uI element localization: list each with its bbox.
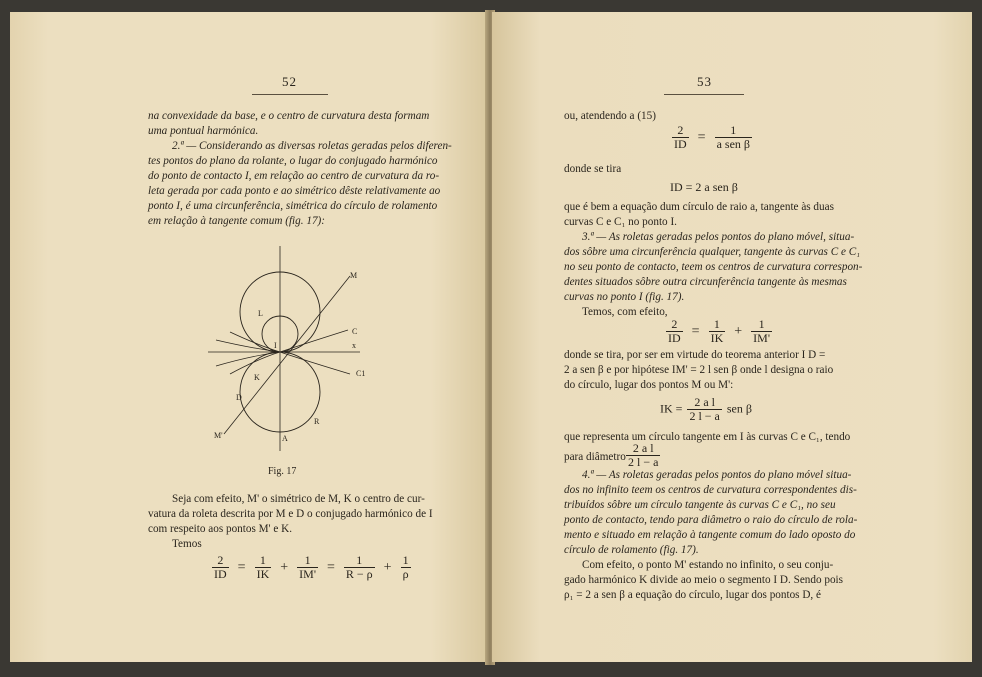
figure-17 — [200, 236, 400, 456]
header-rule — [664, 94, 744, 95]
figure-caption: Fig. 17 — [268, 466, 297, 477]
equation-4: IK = $\frac{\text{2 a l}}{2 l - a}$ sen β — [660, 395, 752, 423]
text-line: ponto I, é uma circunferência, simétrica do círculo de rolamento — [148, 200, 438, 212]
text-line: uma pontual harmónica. — [148, 125, 259, 137]
left-page — [10, 12, 488, 662]
label-d: D — [236, 393, 242, 402]
text-line: tribuídos sôbre um círculo tangente às curvas C e C₁, no seu — [564, 499, 836, 511]
page-number: 52 — [282, 74, 297, 89]
text-line: 2.ª — Considerando as diversas roletas geradas pelos diferen- — [172, 140, 452, 152]
label-c: C — [352, 327, 358, 336]
text-line: Temos, com efeito, — [582, 306, 668, 318]
label-m-prime: M' — [214, 431, 223, 440]
text-line: do círculo, lugar dos pontos M ou M': — [564, 379, 734, 391]
right-page — [492, 12, 972, 662]
text-line: dos no infinito teem os centros de curvatura correspondentes dis- — [564, 484, 857, 496]
text-line: ρ₁ = 2 a sen β a equação do círculo, lugar dos pontos D, é — [564, 589, 821, 601]
curve-c — [230, 330, 348, 352]
text-line: do ponto de contacto I, em relação ao centro de curvatura da ro- — [148, 170, 440, 182]
label-c1: C1 — [356, 369, 366, 378]
text-line: no seu ponto de contacto, teem os centros de curvatura correspon- — [564, 261, 863, 273]
label-r: R — [314, 417, 320, 426]
text-line: 2 a sen β e por hipótese IM' = 2 l sen β onde l designa o raio — [564, 364, 834, 376]
text-line: círculo de rolamento (fig. 17). — [564, 544, 699, 556]
text-line: que é bem a equação dum círculo de raio a, tangente às duas — [564, 201, 834, 213]
text-line: 4.ª — As roletas geradas pelos pontos do plano móvel situa- — [582, 469, 852, 481]
label-a: A — [282, 434, 288, 443]
equation-3: $\frac{2}{ID}$ = $\frac{1}{IK}$ + $\frac{1}{IM'}$ — [668, 317, 770, 345]
text-line: com respeito aos pontos M' e K. — [148, 523, 293, 535]
text-line: ou, atendendo a (15) — [564, 110, 656, 122]
label-x: x — [352, 341, 356, 350]
equation-5: $\frac{\text{2 a l}}{2 l - a}$ — [628, 441, 659, 469]
text-line: Com efeito, o ponto M' estando no infinito, o seu conju- — [582, 559, 834, 571]
label-l: L — [258, 309, 263, 318]
label-k: K — [254, 373, 260, 382]
curve-c1 — [230, 352, 350, 374]
text-line: mento e situado em relação à tangente comum do lado oposto do — [564, 529, 856, 541]
text-line: dos sôbre uma circunferência qualquer, tangente às curvas C e C₁ — [564, 246, 861, 258]
header-rule — [252, 94, 328, 95]
text-line: que representa um círculo tangente em I às curvas C e C₁, tendo — [564, 431, 851, 443]
text-line: curvas C e C₁ no ponto I. — [564, 216, 677, 228]
text-line: donde se tira — [564, 163, 622, 175]
text-line: gado harmónico K divide ao meio o segmento I D. Sendo pois — [564, 574, 844, 586]
text-line: Temos — [172, 538, 202, 550]
text-line: na convexidade da base, e o centro de curvatura desta formam — [148, 110, 430, 122]
text-line: donde se tira, por ser em virtude do teorema anterior I D = — [564, 349, 826, 361]
page-number: 53 — [697, 74, 712, 89]
text-line: tes pontos do plano da rolante, o lugar do conjugado harmónico — [148, 155, 438, 167]
text-line: ponto de contacto, tendo para diâmetro o raio do círculo de rola- — [564, 514, 858, 526]
label-m: M — [350, 271, 358, 280]
text-line: curvas no ponto I (fig. 17). — [564, 291, 685, 303]
equation-2: ID = 2 a sen β — [670, 180, 738, 194]
equation-1: $\frac{2}{ID}$ = $\frac{1}{\text{a sen β}}$ — [674, 123, 751, 151]
text-line: vatura da roleta descrita por M e D o conjugado harmónico de I — [148, 508, 433, 520]
diagonal-line — [224, 276, 350, 434]
text-line: para diâmetro — [564, 451, 626, 463]
text-line: em relação à tangente comum (fig. 17): — [148, 215, 325, 227]
text-line: Seja com efeito, M' o simétrico de M, K o centro de cur- — [172, 493, 425, 505]
equation-left: $\frac{2}{ID}$ = $\frac{1}{IK}$ + $\frac{1}{IM'}$ = $\frac{1}{R - \rho}$ + $\frac{1}{\rho}$ — [214, 553, 409, 581]
text-line: 3.ª — As roletas geradas pelos pontos do plano móvel, situa- — [582, 231, 855, 243]
text-line: dentes situados sôbre outra circunferência tangente às mesmas — [564, 276, 847, 288]
text-line: leta gerada por cada ponto e ao simétrico dêste relativamente ao — [148, 185, 441, 197]
label-i: I — [274, 341, 277, 350]
